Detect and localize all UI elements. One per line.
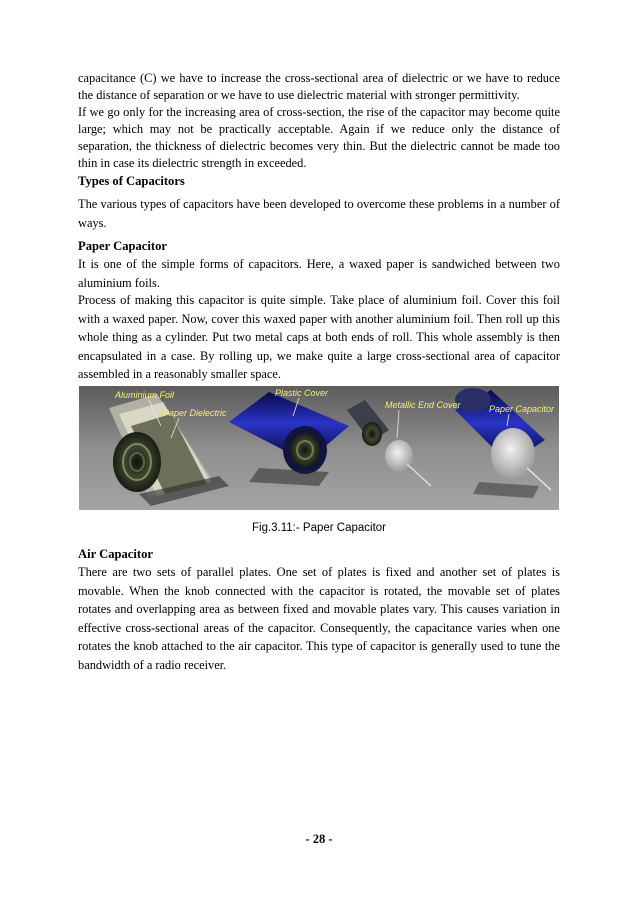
paper-capacitor-figure: [79, 386, 559, 510]
air-paragraph: There are two sets of parallel plates. One set of plates is fixed and another set of plates is movable. When the knob connected with the capacitor is rotated, the movable set of plates rotates and overlapping area as between fixed and movable plates vary. This causes variation in effective cross-sectional areas of the capacitor. Consequently, the capacitance varies when one rotates the knob attached to the air capacitor. This type of capacitor is generally used to tune the bandwidth of a radio receiver.: [78, 565, 560, 672]
paper-paragraph-2: Process of making this capacitor is quite simple. Take place of aluminium foil. Cover this foil with a waxed paper. Now, cover this waxed paper with another aluminium foil. Then roll up this whole thing as a cylinder. Put two metal caps at both ends of roll. This whole assembly is then encapsulated in a case. By rolling up, we make quite a large cross-sectional area of capacitor assembled in a reasonably smaller space.: [78, 293, 560, 382]
label-metallic-end-cover: Metallic End Cover: [385, 400, 461, 410]
intro-paragraph-1: capacitance (C) we have to increase the cross-sectional area of dielectric or we have to reduce the distance of separation or we have to use dielectric material with stronger permittivity.: [78, 71, 560, 102]
page-number: - 28 -: [305, 832, 333, 846]
paper-paragraph-1: It is one of the simple forms of capacitors. Here, a waxed paper is sandwiched between two aluminium foils.: [78, 257, 560, 290]
figure-caption: Fig.3.11:- Paper Capacitor: [251, 522, 387, 534]
heading-air-capacitor: Air Capacitor: [78, 547, 153, 561]
label-plastic-cover: Plastic Cover: [275, 388, 329, 398]
paper-capacitor-illustration: [79, 386, 559, 510]
foil-roll-end: [113, 432, 161, 492]
heading-types-of-capacitors: Types of Capacitors: [78, 174, 185, 188]
types-paragraph: The various types of capacitors have been developed to overcome these problems in a number of ways.: [78, 197, 560, 230]
label-paper-capacitor: Paper Capacitor: [489, 404, 555, 414]
label-paper-dielectric: Paper Dielectric: [163, 408, 227, 418]
intro-paragraph-2: If we go only for the increasing area of cross-section, the rise of the capacitor may become quite large; which may not be practically acceptable. Again if we reduce only the distance of separation, the thickness of dielectric becomes very thin. But the dielectric cannot be made too thin in case its dielectric strength in exceeded.: [78, 105, 560, 170]
heading-paper-capacitor: Paper Capacitor: [78, 239, 167, 253]
label-aluminium-foil: Aluminium Foil: [115, 390, 175, 400]
